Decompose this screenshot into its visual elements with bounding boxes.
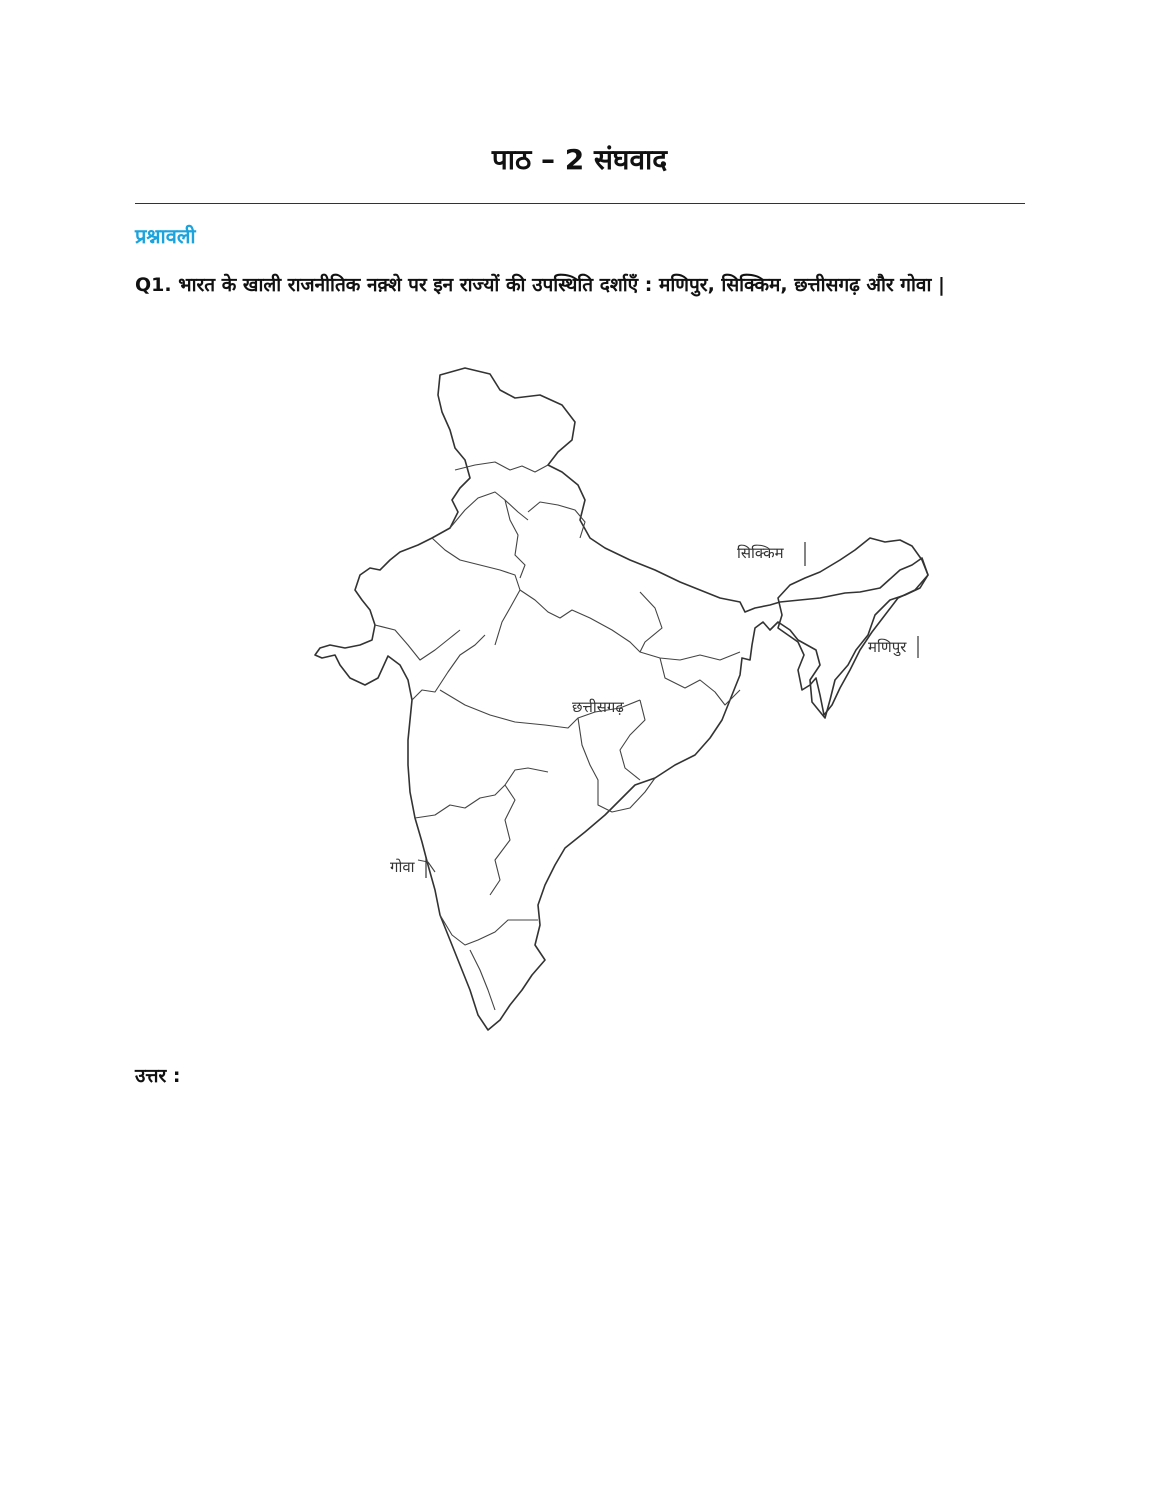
border-gujarat-mp bbox=[412, 635, 485, 700]
border-jharkhand bbox=[660, 658, 740, 705]
border-rajasthan-gujarat bbox=[375, 625, 460, 660]
border-chhattisgarh bbox=[578, 718, 655, 812]
page-title: पाठ – 2 संघवाद bbox=[491, 143, 668, 176]
border-karnataka-south bbox=[440, 915, 538, 945]
svg-text:सिक्किम: सिक्किम bbox=[737, 544, 784, 562]
label-chhattisgarh bbox=[572, 698, 624, 716]
border-telangana bbox=[490, 785, 515, 895]
northeast-outline bbox=[778, 538, 928, 715]
border-up-mp bbox=[520, 590, 640, 652]
border-bihar bbox=[640, 592, 740, 660]
border-rajasthan-east bbox=[432, 538, 520, 645]
label-manipur bbox=[868, 636, 918, 658]
title-divider bbox=[135, 203, 1025, 204]
section-heading: प्रश्नावली bbox=[135, 224, 196, 248]
border-jk-hp bbox=[455, 462, 548, 472]
label-sikkim bbox=[737, 542, 805, 566]
border-uttarakhand bbox=[528, 502, 585, 538]
question-number: Q1. bbox=[135, 274, 172, 296]
border-maharashtra-south bbox=[415, 768, 548, 818]
border-punjab bbox=[450, 492, 528, 528]
svg-text:गोवा: गोवा bbox=[390, 858, 415, 876]
svg-text:मणिपुर: मणिपुर bbox=[868, 638, 907, 656]
answer-label: उत्तर : bbox=[135, 1065, 181, 1087]
question-text: भारत के खाली राजनीतिक नक़्शे पर इन राज्यों की उपस्थिति दर्शाएँ : मणिपुर, सिक्किम, छत्तीसगढ़ और गोवा | bbox=[178, 274, 945, 296]
india-political-map bbox=[300, 360, 960, 1040]
svg-text:छत्तीसगढ़: छत्तीसगढ़ bbox=[572, 698, 624, 716]
question-1 bbox=[135, 271, 1025, 299]
border-haryana bbox=[505, 500, 525, 578]
